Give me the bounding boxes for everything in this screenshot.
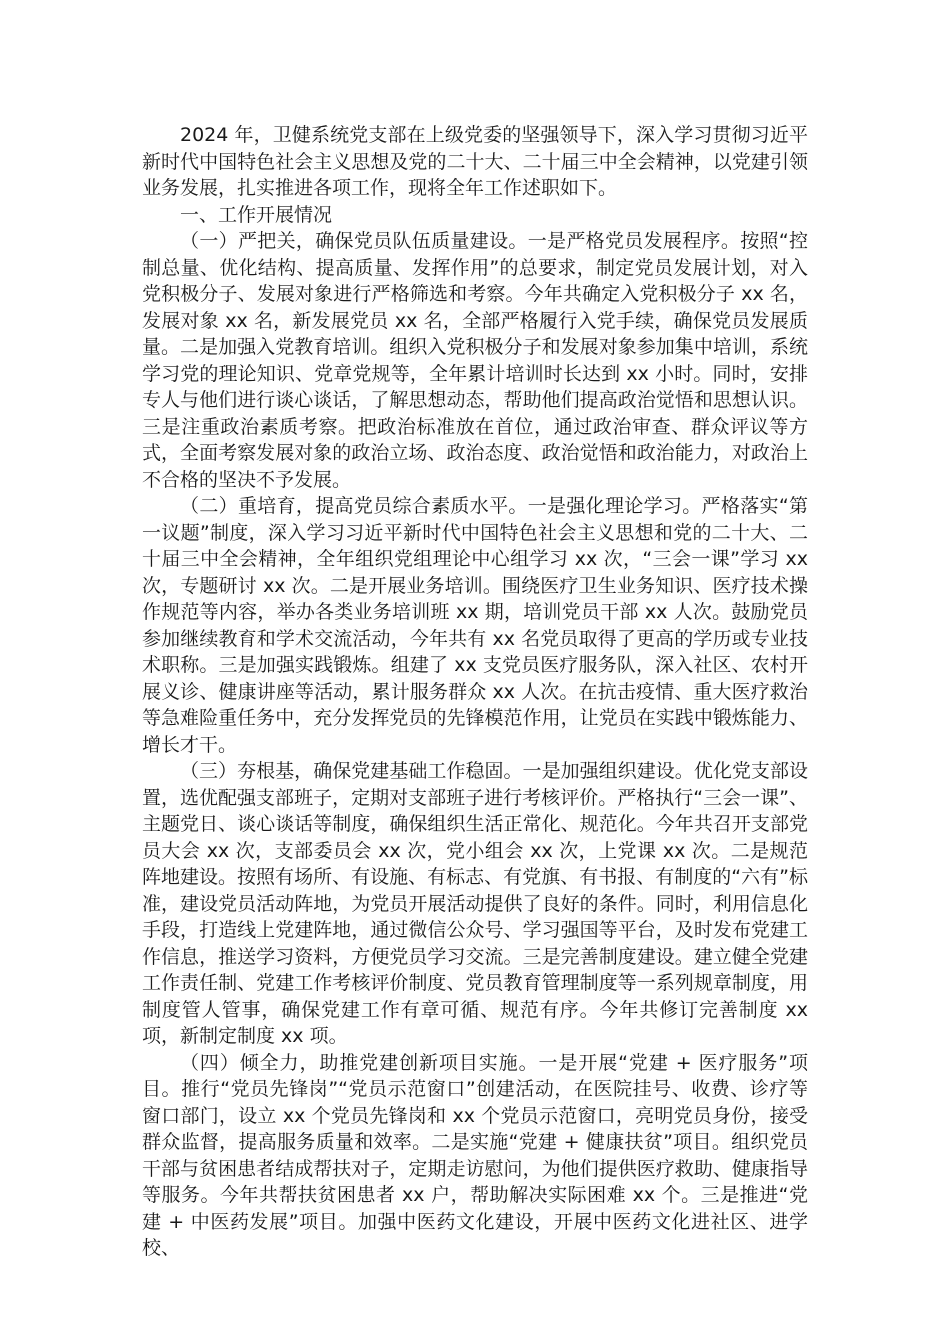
section-heading-work-progress: 一、工作开展情况 <box>180 203 333 226</box>
document-body <box>142 122 808 1262</box>
paragraph-part-1-quality: （一）严把关，确保党员队伍质量建设。一是严格党员发展程序。按照“控制总量、优化结构、提高质量、发挥作用”的总要求，制定党员发展计划，对入党积极分子、发展对象进行严格筛选和考察。今年共确定入党积极分子 xx 名，发展对象 xx 名，新发展党员 xx 名，全部严格履行入党手续，确保党员发展质量。二是加强入党教育培训。组织入党积极分子和发展对象参加集中培训，系统学习党的理论知识、党章党规等，全年累计培训时长达到 xx 小时。同时，安排专人与他们进行谈心谈话，了解思想动态，帮助他们提高政治觉悟和思想认识。三是注重政治素质考察。把政治标准放在首位，通过政治审查、群众评议等方式，全面考察发展对象的政治立场、政治态度、政治觉悟和政治能力，对政治上不合格的坚决不予发展。 <box>142 230 808 491</box>
paragraph-part-2-training: （二）重培育，提高党员综合素质水平。一是强化理论学习。严格落实“第一议题”制度，深入学习习近平新时代中国特色社会主义思想和党的二十大、二十届三中全会精神，全年组织党组理论中心组学习 xx 次，“三会一课”学习 xx 次，专题研讨 xx 次。二是开展业务培训。围绕医疗卫生业务知识、医疗技术操作规范等内容，举办各类业务培训班 xx 期，培训党员干部 xx 人次。鼓励党员参加继续教育和学术交流活动，今年共有 xx 名党员取得了更高的学历或专业技术职称。三是加强实践锻炼。组建了 xx 支党员医疗服务队，深入社区、农村开展义诊、健康讲座等活动，累计服务群众 xx 人次。在抗击疫情、重大医疗救治等急难险重任务中，充分发挥党员的先锋模范作用，让党员在实践中锻炼能力、增长才干。 <box>142 495 808 756</box>
paragraph-part-4-innovation: （四）倾全力，助推党建创新项目实施。一是开展“党建 + 医疗服务”项目。推行“党员先锋岗”“党员示范窗口”创建活动，在医院挂号、收费、诊疗等窗口部门，设立 xx 个党员先锋岗和 xx 个党员示范窗口，亮明党员身份，接受群众监督，提高服务质量和效率。二是实施“党建 + 健康扶贫”项目。组织党员干部与贫困患者结成帮扶对子，定期走访慰问，为他们提供医疗救助、健康指导等服务。今年共帮扶贫困患者 xx 户，帮助解决实际困难 xx 个。三是推进“党建 + 中医药发展”项目。加强中医药文化建设，开展中医药文化进社区、进学校、 <box>142 1051 808 1259</box>
paragraph-part-3-foundation: （三）夯根基，确保党建基础工作稳固。一是加强组织建设。优化党支部设置，选优配强支部班子，定期对支部班子进行考核评价。严格执行“三会一课”、主题党日、谈心谈话等制度，确保组织生活正常化、规范化。今年共召开支部党员大会 xx 次，支部委员会 xx 次，党小组会 xx 次，上党课 xx 次。二是规范阵地建设。按照有场所、有设施、有标志、有党旗、有书报、有制度的“六有”标准，建设党员活动阵地，为党员开展活动提供了良好的条件。同时，利用信息化手段，打造线上党建阵地，通过微信公众号、学习强国等平台，及时发布党建工作信息，推送学习资料，方便党员学习交流。三是完善制度建设。建立健全党建工作责任制、党建工作考核评价制度、党员教育管理制度等一系列规章制度，用制度管人管事，确保党建工作有章可循、规范有序。今年共修订完善制度 xx 项，新制定制度 xx 项。 <box>142 760 808 1047</box>
intro-paragraph: 2024 年，卫健系统党支部在上级党委的坚强领导下，深入学习贯彻习近平新时代中国特色社会主义思想及党的二十大、二十届三中全会精神，以党建引领业务发展，扎实推进各项工作，现将全年工作述职如下。 <box>142 124 808 199</box>
